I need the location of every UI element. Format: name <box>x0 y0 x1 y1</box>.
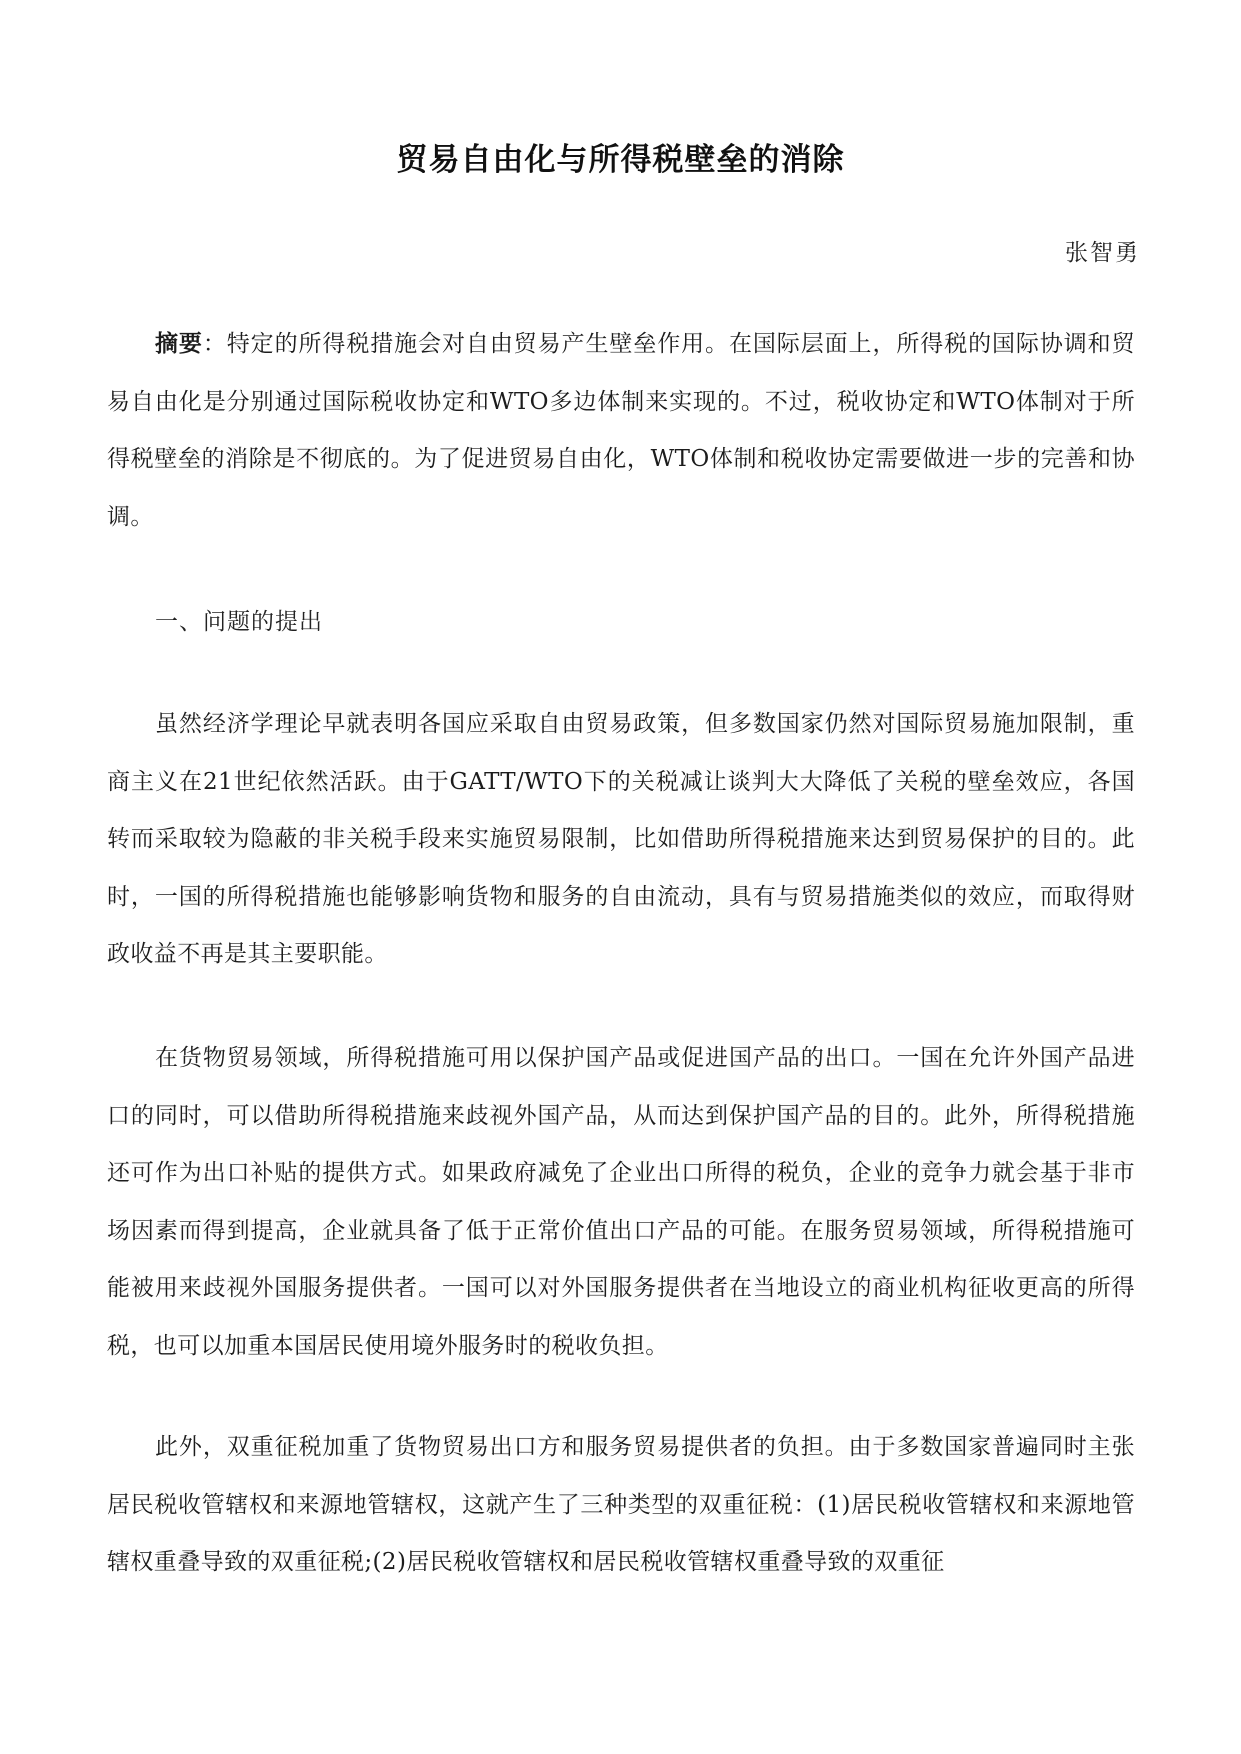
abstract-label: 摘要 <box>155 330 203 357</box>
section-heading: 一、问题的提出 <box>155 609 323 635</box>
document-title: 贸易自由化与所得税壁垒的消除 <box>396 142 845 178</box>
body-paragraph-3: 此外，双重征税加重了货物贸易出口方和服务贸易提供者的负担。由于多数国家普遍同时主张居民税收管辖权和来源地管辖权，这就产生了三种类型的双重征税：(1)居民税收管辖权和来源地管辖权重叠导致的双重征税;(2)居民税收管辖权和居民税收管辖权重叠导致的双重征 <box>107 1434 1135 1575</box>
body-paragraph-1: 虽然经济学理论早就表明各国应采取自由贸易政策，但多数国家仍然对国际贸易施加限制，重商主义在21世纪依然活跃。由于GATT/WTO下的关税减让谈判大大降低了关税的壁垒效应，各国转而采取较为隐蔽的非关税手段来实施贸易限制，比如借助所得税措施来达到贸易保护的目的。此时，一国的所得税措施也能够影响货物和服务的自由流动，具有与贸易措施类似的效应，而取得财政收益不再是其主要职能。 <box>107 711 1135 967</box>
author-name: 张智勇 <box>1065 240 1140 266</box>
abstract-text: ：特定的所得税措施会对自由贸易产生壁垒作用。在国际层面上，所得税的国际协调和贸易自由化是分别通过国际税收协定和WTO多边体制来实现的。不过，税收协定和WTO体制对于所得税壁垒的消除是不彻底的。为了促进贸易自由化，WTO体制和税收协定需要做进一步的完善和协调。 <box>107 331 1135 530</box>
body-paragraph-2: 在货物贸易领域，所得税措施可用以保护国产品或促进国产品的出口。一国在允许外国产品进口的同时，可以借助所得税措施来歧视外国产品，从而达到保护国产品的目的。此外，所得税措施还可作为出口补贴的提供方式。如果政府减免了企业出口所得的税负，企业的竞争力就会基于非市场因素而得到提高，企业就具备了低于正常价值出口产品的可能。在服务贸易领域，所得税措施可能被用来歧视外国服务提供者。一国可以对外国服务提供者在当地设立的商业机构征收更高的所得税，也可以加重本国居民使用境外服务时的税收负担。 <box>107 1045 1135 1359</box>
abstract-paragraph <box>107 315 1135 546</box>
